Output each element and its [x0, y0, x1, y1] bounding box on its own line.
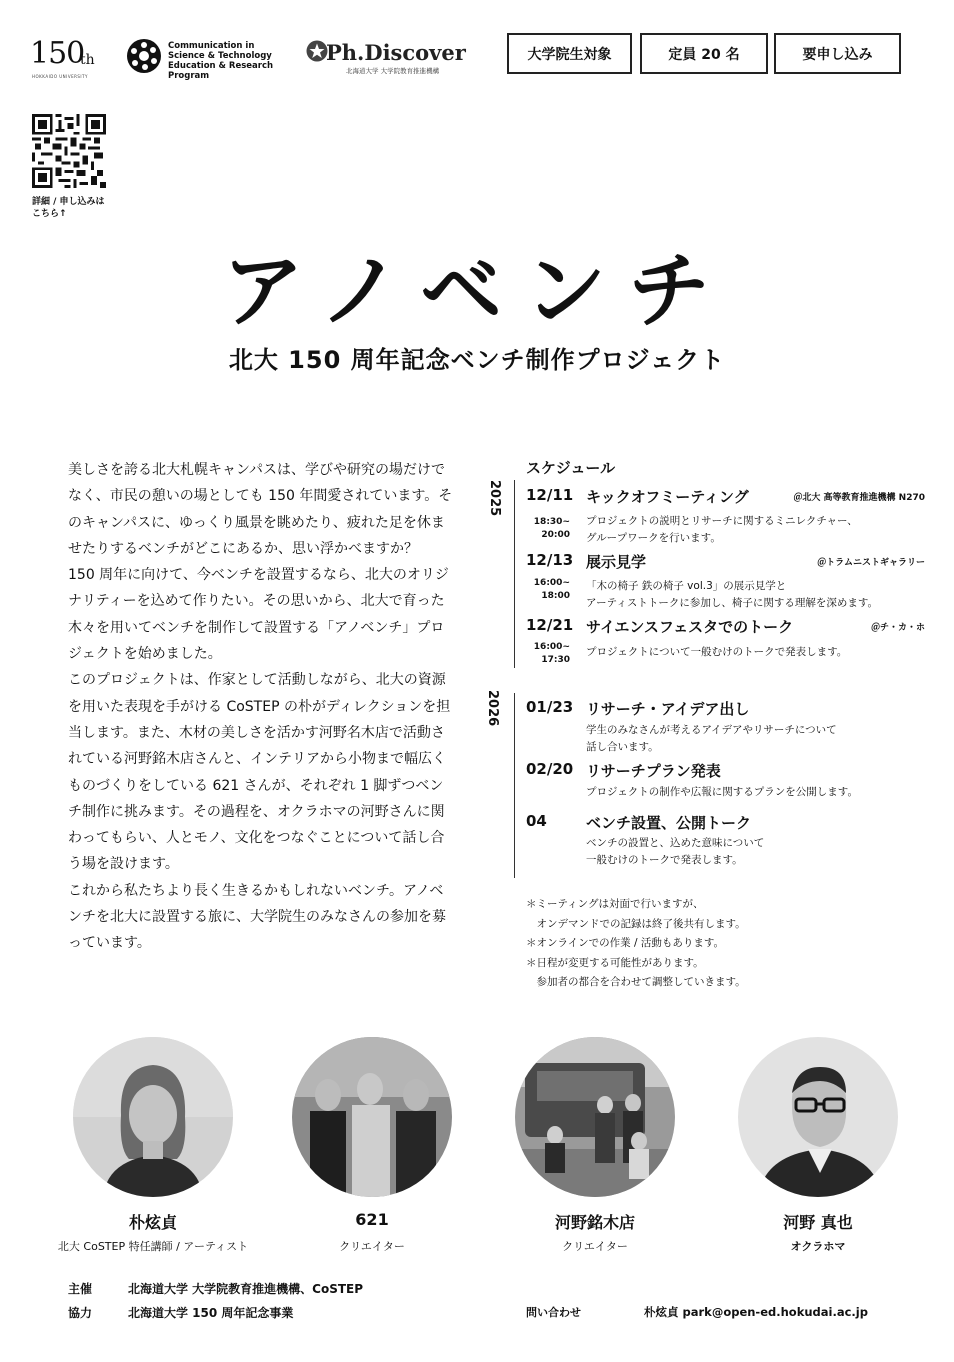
event-description	[586, 722, 921, 756]
cooperation-value: 北海道大学 150 周年記念事業	[128, 1306, 294, 1320]
event-description-line: ベンチの設置と、込めた意味について	[586, 837, 765, 849]
event-description	[586, 784, 921, 801]
event-title: リサーチプラン発表	[586, 762, 721, 780]
event-description	[586, 644, 921, 661]
costep-line-1: Communication in	[168, 41, 255, 51]
event-time-end: 20:00	[541, 530, 570, 540]
note-line: 参加者の都合を合わせて調整していきます。	[526, 976, 746, 988]
event-description-line: 一般むけのトークで発表します。	[586, 854, 743, 866]
logo-150-sub: HOKKAIDO UNIVERSITY	[32, 74, 88, 79]
intro-paragraph: これから私たちより長く生きるかもしれないベンチ。アノベンチを北大に設置する旅に、大学院生のみなさんの参加を募っています。	[68, 882, 446, 952]
event-title: サイエンスフェスタでのトーク	[586, 618, 794, 636]
event-title: 展示見学	[586, 553, 647, 571]
person-name: 621	[355, 1210, 389, 1229]
qr-caption-line-1: 詳細 / 申し込みは	[32, 197, 105, 207]
intro-paragraph: 美しさを誇る北大札幌キャンパスは、学びや研究の場だけでなく、市民の憩いの場としても 150 年間愛されています。そのキャンパスに、ゆっくり風景を眺めたり、疲れた足を休ませたりするベンチがどこにあるか、思い浮かべますか？	[68, 462, 453, 557]
event-time	[520, 641, 570, 667]
person-role: 北大 CoSTEP 特任講師 / アーティスト	[57, 1240, 249, 1253]
event-description	[586, 835, 921, 869]
event-time-start: 18:30~	[533, 517, 570, 527]
phdiscover-star-icon	[306, 40, 328, 62]
schedule-notes	[526, 895, 746, 993]
hokudai-150th-logo	[30, 36, 112, 80]
person-name: 朴炫貞	[128, 1213, 177, 1232]
event-date: 01/23	[526, 698, 574, 716]
note-line: ＊日程が変更する可能性があります。	[526, 956, 704, 969]
event-time	[520, 577, 570, 603]
costep-line-3: Education & Research Program	[168, 61, 274, 81]
person-photo-621	[292, 1037, 452, 1197]
year-2025-line	[514, 480, 515, 668]
event-description-line: プロジェクトの制作や広報に関するプランを公開します。	[586, 786, 858, 798]
qr-caption	[32, 196, 105, 220]
event-location: ＠チ・カ・ホ	[870, 623, 925, 633]
person-photo-kawano-meiboku	[515, 1037, 675, 1197]
contact-label: 問い合わせ	[526, 1306, 581, 1319]
person-name: 河野銘木店	[554, 1213, 635, 1232]
event-title: キックオフミーティング	[586, 488, 749, 506]
host-value: 北海道大学 大学院教育推進機構、CoSTEP	[128, 1282, 364, 1296]
person-photo-park	[73, 1037, 233, 1197]
event-time-end: 17:30	[541, 655, 570, 665]
page-subtitle: 北大 150 周年記念ベンチ制作プロジェクト	[228, 346, 726, 374]
logo-150-number: 150	[30, 36, 85, 71]
event-date: 04	[526, 812, 547, 830]
event-date: 12/21	[526, 616, 574, 634]
event-description-line: 「木の椅子 鉄の椅子 vol.3」の展示見学と	[586, 580, 787, 592]
event-time	[520, 516, 570, 542]
event-description-line: 話し合います。	[586, 741, 659, 753]
intro-paragraph: 150 周年に向けて、今ベンチを設置するなら、北大のオリジナリティーを込めて作りたい。その思いから、北大で育った木々を用いてベンチを制作して設置する「アノベンチ」プロジェクトを始めました。	[68, 567, 449, 663]
note-line: ＊ミーティングは対面で行いますが、	[526, 898, 704, 910]
event-location: ＠北大 高等教育推進機構 N270	[793, 493, 925, 503]
event-title: ベンチ設置、公開トーク	[586, 814, 752, 832]
costep-logo-text	[168, 41, 308, 81]
page-title: アノベンチ	[221, 244, 733, 339]
intro-paragraph: このプロジェクトは、作家として活動しながら、北大の資源を用いた表現を手がける CoSTEP の朴がディレクションを担当します。また、木材の美しさを活かす河野名木店で活動されている河野銘木店さんと、インテリアから小物まで幅広くものづくりをしている 621 さんが、それぞれ 1 脚ずつベンチ制作に挑みます。その過程を、オクラホマの河野さんに関わってもらい、人とモノ、文化をつなぐことについて話し合う場を設けます。	[68, 672, 451, 873]
note-line: オンデマンドでの記録は終了後共有します。	[526, 917, 746, 930]
event-date: 12/11	[526, 486, 574, 504]
event-time-start: 16:00~	[533, 578, 570, 588]
phdiscover-logo-sub: 北海道大学 大学院教育推進機構	[346, 67, 440, 75]
cooperation-label: 協力	[68, 1306, 93, 1320]
event-description	[586, 513, 921, 547]
year-2026-line	[514, 693, 515, 878]
event-description-line: グループワークを行います。	[586, 532, 721, 544]
event-location: ＠トラムニストギャラリー	[817, 558, 925, 568]
event-date: 12/13	[526, 551, 574, 569]
intro-text	[68, 457, 454, 957]
tag-target: 大学院生対象	[507, 33, 632, 74]
event-time-end: 18:00	[541, 591, 570, 601]
person-role: オクラホマ	[790, 1240, 846, 1253]
phdiscover-logo-text: Ph.Discover	[326, 40, 466, 65]
event-title: リサーチ・アイデア出し	[586, 700, 750, 718]
year-2025-label: 2025	[487, 480, 502, 517]
event-description-line: プロジェクトについて一般むけのトークで発表します。	[586, 646, 848, 658]
event-description-line: 学生のみなさんが考えるアイデアやリサーチについて	[586, 724, 837, 736]
qr-code-icon[interactable]	[32, 114, 106, 188]
event-description-line: アーティストトークに参加し、椅子に関する理解を深めます。	[586, 597, 879, 609]
event-date: 02/20	[526, 760, 574, 778]
event-description	[586, 578, 926, 612]
costep-logo-icon	[126, 38, 162, 74]
costep-line-2: Science & Technology	[168, 51, 272, 61]
schedule-heading: スケジュール	[526, 459, 616, 477]
event-time-start: 16:00~	[533, 642, 570, 652]
event-description-line: プロジェクトの説明とリサーチに関するミニレクチャー、	[586, 515, 858, 527]
person-name: 河野 真也	[783, 1213, 853, 1232]
person-photo-kawano-shinya	[738, 1037, 898, 1197]
person-role: クリエイター	[339, 1240, 405, 1253]
year-2026-label: 2026	[485, 690, 500, 727]
person-role: クリエイター	[562, 1240, 628, 1253]
tag-application: 要申し込み	[774, 33, 901, 74]
qr-caption-line-2: こちら↑	[32, 209, 67, 219]
note-line: ＊オンラインでの作業 / 活動もあります。	[526, 937, 725, 949]
logo-150-suffix: th	[80, 52, 95, 68]
tag-capacity: 定員 20 名	[640, 33, 768, 74]
host-label: 主催	[68, 1282, 93, 1296]
contact-value[interactable]: 朴炫貞 park@open-ed.hokudai.ac.jp	[644, 1305, 868, 1319]
